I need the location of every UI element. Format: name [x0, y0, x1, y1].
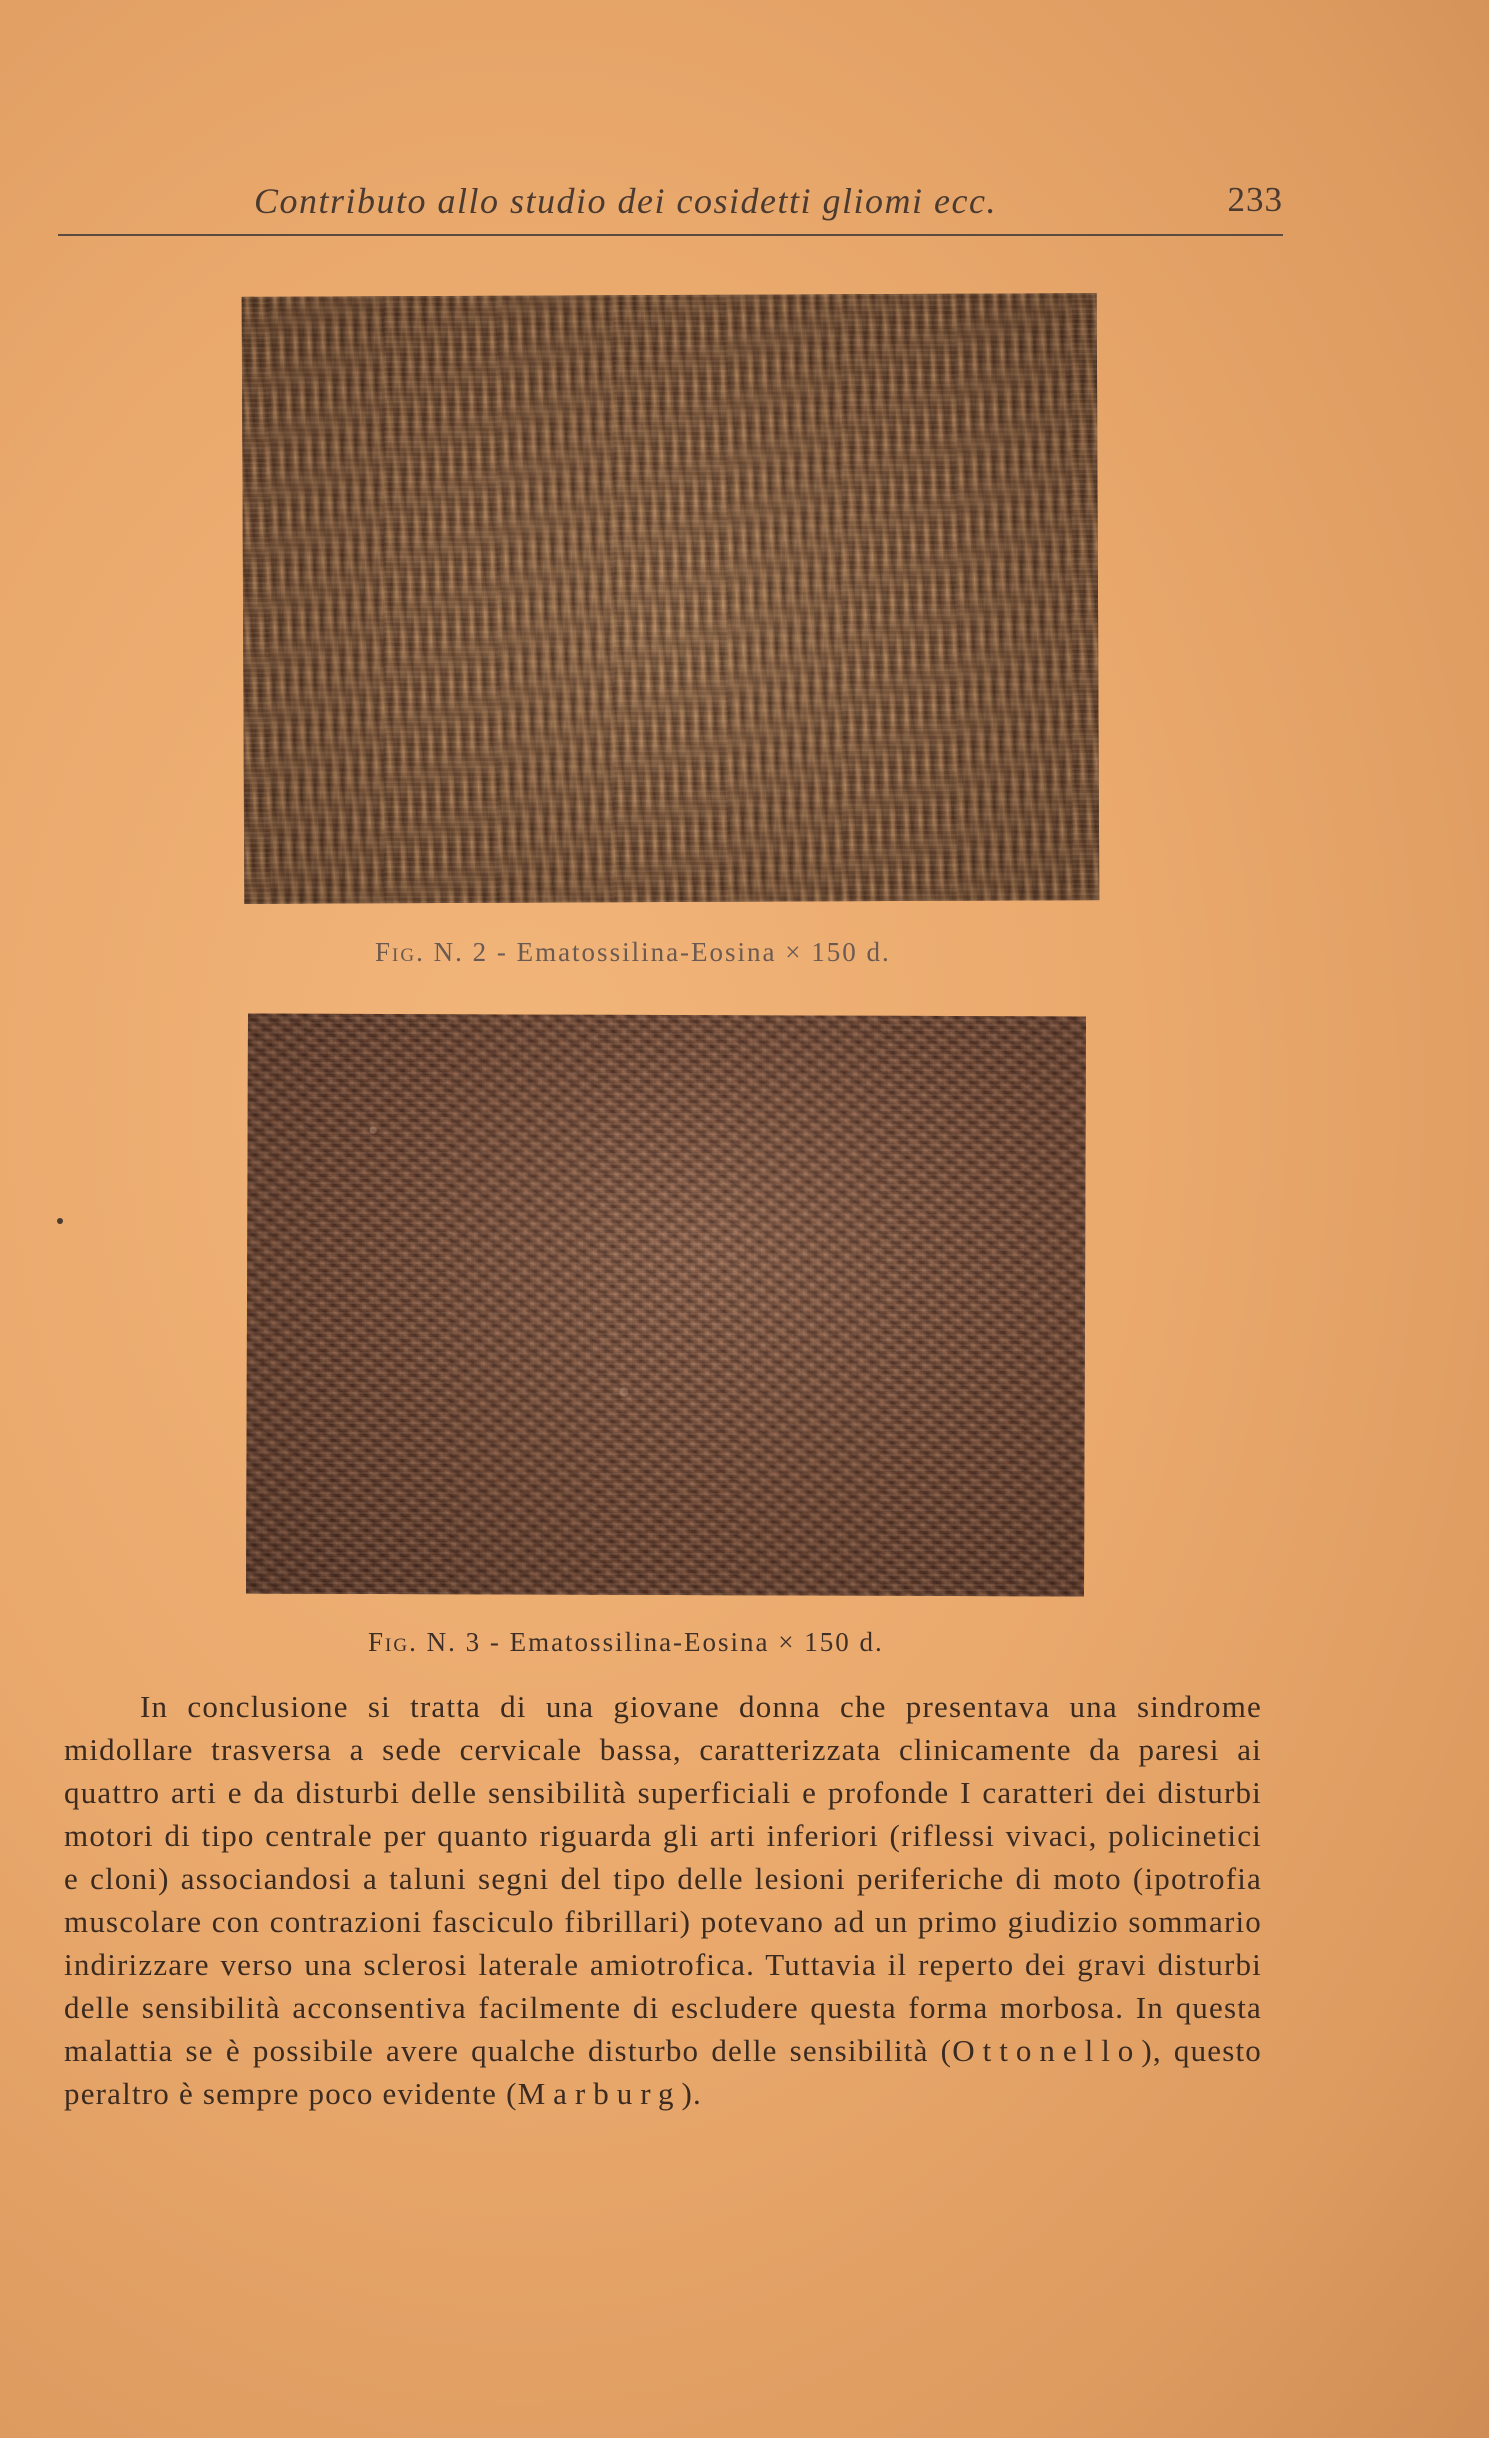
margin-mark [57, 1218, 63, 1224]
figure-3-times-symbol: × [778, 1627, 796, 1657]
figure-3-caption: Fig. N. 3 - Ematossilina-Eosina × 150 d. [368, 1627, 884, 1657]
figure-2-stain: Ematossilina-Eosina [516, 937, 777, 967]
running-head [60, 172, 1285, 232]
figure-2-times-symbol: × [785, 937, 803, 967]
body-paragraph [64, 1685, 1262, 2115]
figure-2-magnification: 150 d. [811, 937, 891, 967]
citation-ottonello: Ottonello [952, 2033, 1142, 2068]
figure-3-magnification: 150 d. [804, 1627, 884, 1657]
paragraph-end-text: ). [681, 2076, 703, 2111]
figure-2-caption: Fig. N. 2 - Ematossilina-Eosina × 150 d. [375, 937, 891, 967]
figure-3-number: N. 3 [426, 1627, 482, 1657]
figure-2-texture [242, 293, 1100, 904]
figure-3-texture [246, 1014, 1086, 1597]
paragraph-middle-text: ), questo peraltro è sempre poco evidente ( [64, 2033, 1263, 2111]
figure-2-micrograph [242, 293, 1100, 904]
figure-2-label: Fig. [375, 937, 425, 967]
paragraph-main-text: In conclusione si tratta di una giovane donna che presentava una sindrome midollare trasversa a sede cervicale bassa, caratterizzata clinicamente da paresi ai quattro arti e da disturbi delle sensibilità superficiali e profonde I caratteri dei disturbi motori di tipo centrale per quanto riguarda gli arti inferiori (riflessi vivaci, policinetici e cloni) associandosi a taluni segni del tipo delle lesioni periferiche di moto (ipotrofia muscolare con contrazioni fasciculo fibrillari) potevano ad un primo giudizio sommario indirizzare verso una sclerosi laterale amiotrofica. Tuttavia il reperto dei gravi disturbi delle sensibilità acconsentiva facilmente di escludere questa forma morbosa. In questa malattia se è possibile avere qualche disturbo delle sensibilità ( [64, 1689, 1262, 2068]
paragraph-text [64, 1685, 1262, 2115]
figure-2-number: N. 2 [433, 937, 489, 967]
figure-3-label: Fig. [368, 1627, 418, 1657]
page-number: 233 [1227, 180, 1283, 219]
running-title: Contributo allo studio dei cosidetti gliomi ecc. [254, 181, 997, 221]
figure-3-stain: Ematossilina-Eosina [509, 1627, 770, 1657]
header-rule [58, 234, 1283, 236]
figure-3-micrograph [246, 1014, 1086, 1597]
citation-marburg: Marburg [517, 2076, 682, 2111]
